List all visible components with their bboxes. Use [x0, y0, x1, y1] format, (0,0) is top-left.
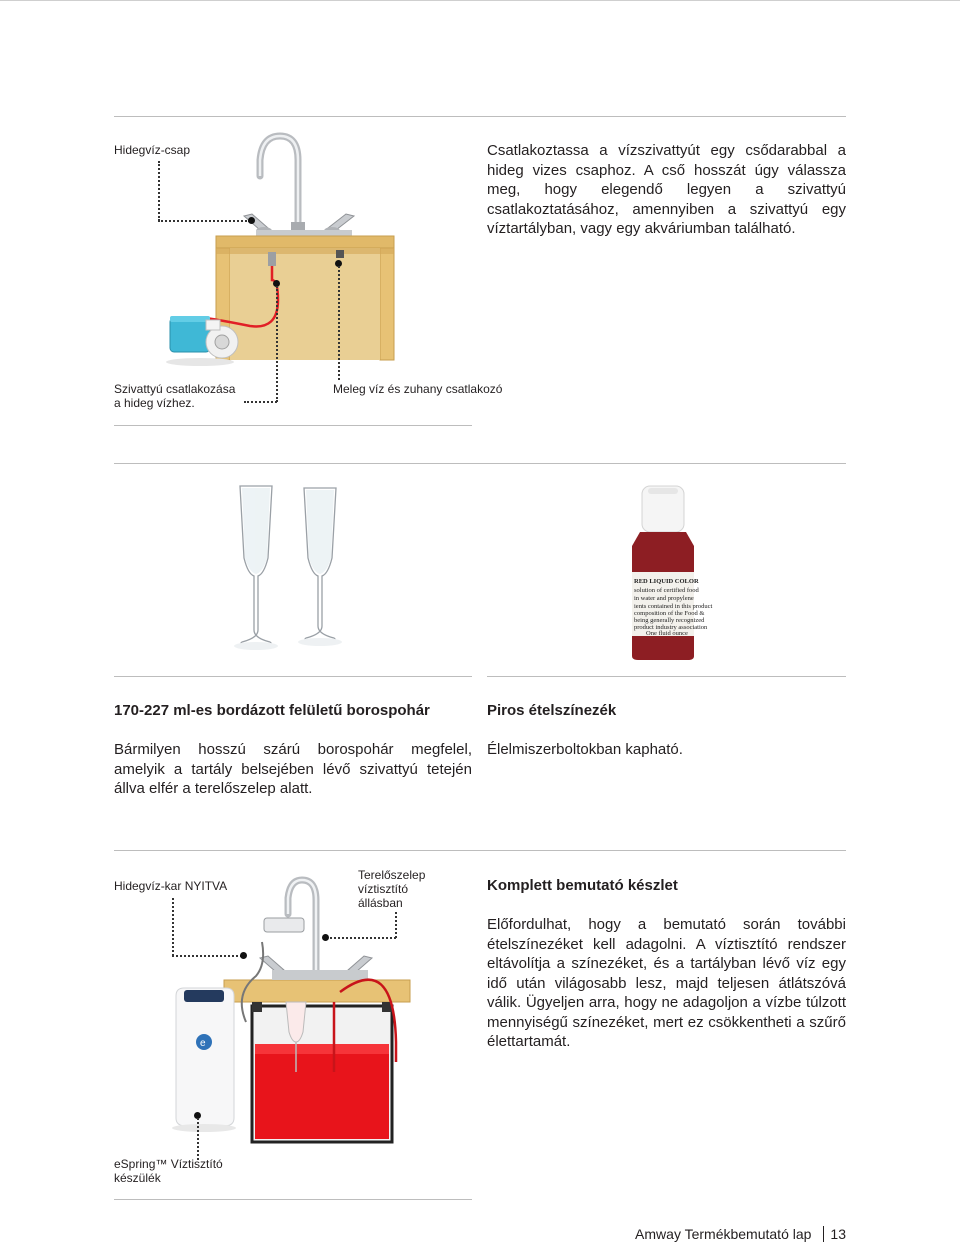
bottle-label-line3: in water and propylene: [634, 595, 694, 602]
valve-leader-h: [326, 937, 396, 939]
glass-paragraph: Bármilyen hosszú szárú borospohár megfelel, amelyik a tartály belsejében lévő szivattyú tetején állva elfér a terelőszelep alatt.: [114, 741, 472, 797]
section3-top-rule: [114, 850, 846, 851]
bottle-label-line5: composition of the Food &: [634, 610, 705, 617]
footer-brand: Amway Termékbemutató lap: [635, 1226, 812, 1242]
section1-bottom-rule: [114, 425, 472, 426]
valve-leader-v: [395, 912, 397, 938]
valve-pointer: [322, 934, 329, 941]
cold-tap-pointer: [248, 217, 255, 224]
sink-pump-illustration: [160, 130, 400, 410]
hot-label: Meleg víz és zuhany csatlakozó: [333, 382, 503, 396]
pump-label: Szivattyú csatlakozása a hideg vízhez.: [114, 382, 236, 410]
page-footer: [635, 1226, 846, 1242]
lever-label: Hidegvíz-kar NYITVA: [114, 879, 228, 893]
cold-tap-label: Hidegvíz-csap: [114, 143, 191, 157]
section3-bottom-rule: [114, 1199, 472, 1200]
glass-title: 170-227 ml-es bordázott felületű borospohár: [114, 702, 430, 719]
section1-paragraph: Csatlakoztassa a vízszivattyút egy csődarabbal a hideg vizes csaphoz. A cső hosszát úgy válassza meg, hogy elegendő legyen a szivattyú csatlakoztatásához, amennyiben a szivattyú egy víztartályban, vagy egy akváriumban található.: [487, 142, 846, 237]
color-rule: [487, 676, 846, 677]
demo-kit-title: Komplett bemutató készlet: [487, 877, 678, 894]
valve-label: Terelőszelep víztisztító állásban: [358, 868, 426, 910]
demo-kit-illustration: [164, 872, 414, 1162]
bottle-label-line1: RED LIQUID COLOR: [634, 578, 699, 585]
footer-separator: [823, 1226, 824, 1242]
bottle-label-line8: One fluid ounce: [646, 630, 688, 637]
food-color-bottle-image: [626, 484, 713, 662]
lever-leader-h: [172, 955, 242, 957]
demo-kit-paragraph: Előfordulhat, hogy a bemutató során további ételszínezéket kell adagolni. A víztisztító rendszer eltávolítja a színezéket, és a tartályban lévő víz egy idő után világosabb lesz, majd teljesen átlátszóvá válik. Ügyeljen arra, hogy ne adagoljon a vízbe túlzott mennyiségű színezéket, mert ez csökkentheti a szűrő élettartamát.: [487, 916, 846, 1050]
bottle-label-line7: product industry association: [634, 624, 708, 631]
pump-leader-h: [244, 401, 277, 403]
bottle-label-line2: solution of certified food: [634, 587, 699, 594]
espring-leader-v: [197, 1118, 199, 1160]
cold-tap-leader-h: [158, 220, 250, 222]
svg-text:e: e: [200, 1038, 206, 1049]
glass-rule: [114, 676, 472, 677]
bottle-label-line6: being generally recognized: [634, 617, 705, 624]
lever-pointer: [240, 952, 247, 959]
top-border: [0, 0, 960, 1]
wine-glasses-image: [228, 478, 358, 656]
espring-label: eSpring™ Víztisztító készülék: [114, 1157, 223, 1185]
pump-leader-v: [276, 286, 278, 402]
page-number: 13: [830, 1226, 846, 1242]
color-paragraph: Élelmiszerboltokban kapható.: [487, 741, 683, 758]
color-title: Piros ételszínezék: [487, 702, 617, 719]
hot-leader-v: [338, 266, 340, 380]
section1-top-rule: [114, 116, 846, 117]
bottle-label-line4: ients contained in this product: [634, 603, 713, 610]
section2-top-rule: [114, 463, 846, 464]
lever-leader-v: [172, 898, 174, 956]
cold-tap-leader-v: [158, 161, 160, 221]
